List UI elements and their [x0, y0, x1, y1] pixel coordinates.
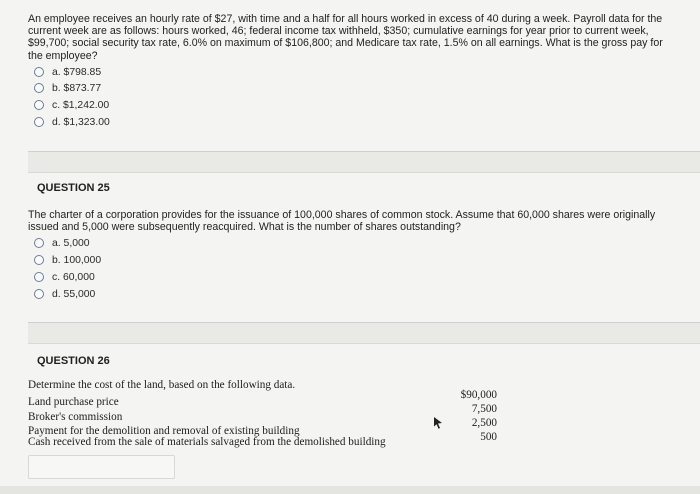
question-divider [28, 151, 700, 173]
option-label: b. $873.77 [52, 82, 102, 94]
data-item-amount: 500 [480, 431, 497, 443]
question-26-heading: QUESTION 26 [37, 355, 110, 367]
answer-input-area[interactable] [28, 455, 175, 479]
question-25-heading: QUESTION 25 [37, 182, 110, 194]
radio-button-icon[interactable] [34, 117, 44, 127]
q24-option-a[interactable] [34, 65, 101, 79]
radio-button-icon[interactable] [34, 67, 44, 77]
q25-option-b[interactable] [34, 253, 101, 267]
question-26-intro: Determine the cost of the land, based on the following data. [28, 379, 296, 391]
option-label: a. $798.85 [52, 66, 102, 78]
data-item-label: Cash received from the sale of materials salvaged from the demolished building [28, 436, 386, 448]
option-label: d. $1,323.00 [52, 116, 110, 128]
option-label: a. 5,000 [52, 237, 90, 249]
option-label: b. 100,000 [52, 254, 102, 266]
radio-button-icon[interactable] [34, 272, 44, 282]
data-item-label: Land purchase price [28, 396, 119, 408]
data-item-amount: 7,500 [471, 403, 497, 415]
question-divider [28, 322, 700, 344]
data-item-label: Payment for the demolition and removal of existing building [28, 425, 300, 437]
radio-button-icon[interactable] [34, 100, 44, 110]
data-item-amount: $90,000 [460, 389, 497, 401]
question-24-text: An employee receives an hourly rate of $27, with time and a half for all hours worked in excess of 40 during a week. Payroll data for the current week are as follows: hours worked, 46; federal income tax withheld, $350; cumulative earnings for year prior to current week, $99,700; social security tax rate, 6.0% on maximum of $106,800; and Medicare tax rate, 1.5% on all earnings. What is the gross pay for the employee? [28, 13, 663, 62]
q24-option-d[interactable] [34, 115, 110, 129]
data-item-label: Broker's commission [28, 411, 123, 423]
q24-option-b[interactable] [34, 81, 101, 95]
option-label: d. 55,000 [52, 288, 96, 300]
q25-option-a[interactable] [34, 236, 90, 250]
option-label: c. 60,000 [52, 271, 95, 283]
mouse-pointer-icon [433, 417, 443, 429]
option-label: c. $1,242.00 [52, 99, 110, 111]
data-item-amount: 2,500 [471, 417, 497, 429]
q25-option-c[interactable] [34, 270, 95, 284]
q24-option-c[interactable] [34, 98, 109, 112]
bottom-divider [0, 486, 700, 494]
radio-button-icon[interactable] [34, 289, 44, 299]
radio-button-icon[interactable] [34, 255, 44, 265]
q25-option-d[interactable] [34, 287, 95, 301]
radio-button-icon[interactable] [34, 83, 44, 93]
radio-button-icon[interactable] [34, 238, 44, 248]
question-25-text: The charter of a corporation provides for the issuance of 100,000 shares of common stock. Assume that 60,000 shares were originally issued and 5,000 were subsequently reacquired. What is the number of shares outstanding? [28, 209, 656, 234]
